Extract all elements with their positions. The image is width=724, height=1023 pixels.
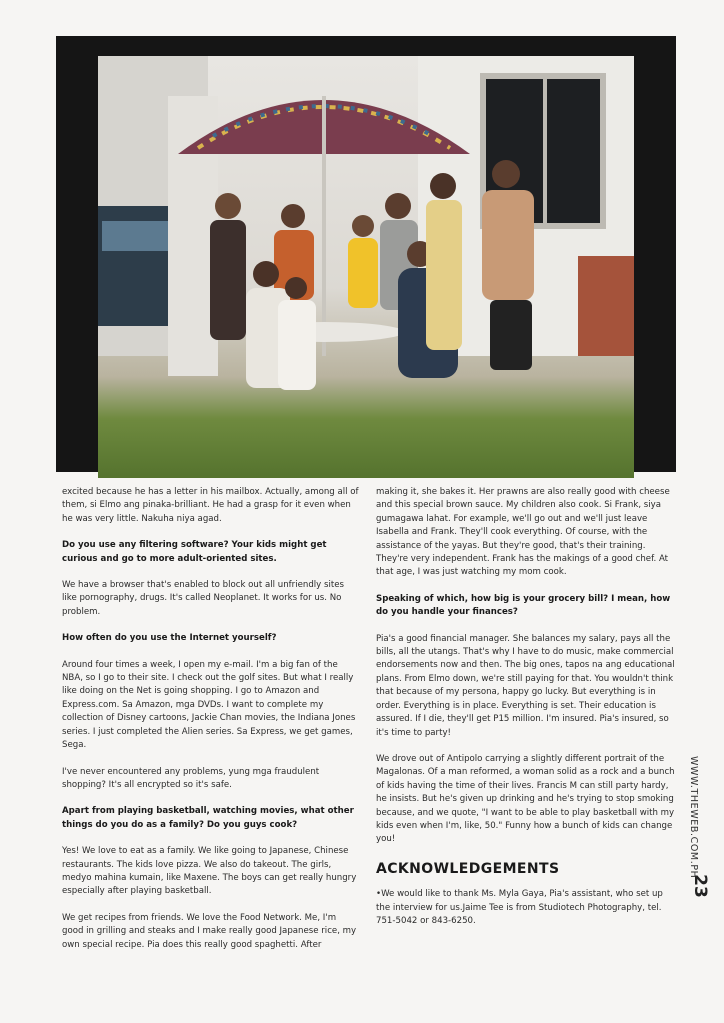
- left-column: [62, 486, 360, 965]
- question-paragraph: How often do you use the Internet yourself?: [62, 633, 277, 644]
- family-photo: [98, 56, 634, 478]
- answer-paragraph: excited because he has a letter in his mailbox. Actually, among all of them, si Elmo ang pinaka-brilliant. He had a grasp for it even when he was very little. Nakuha niya agad.: [62, 487, 359, 524]
- website-url: WWW.THEWEB.COM.PH: [688, 756, 699, 879]
- right-column: [376, 486, 678, 941]
- answer-paragraph: Yes! We love to eat as a family. We like going to Japanese, Chinese restaurants. The kids love pizza. We also do takeout. The girls, medyo mahina kumain, like Maxene. The boys can get really hungry especially after playing basketball.: [62, 846, 357, 897]
- question-paragraph: Apart from playing basketball, watching movies, what other things do you do as a family? Do you guys cook?: [62, 806, 354, 830]
- page-number: 23: [689, 874, 710, 898]
- acknowledgements-heading: ACKNOWLEDGEMENTS: [376, 860, 560, 877]
- photo-frame: [56, 36, 676, 472]
- answer-paragraph: Pia's a good financial manager. She balances my salary, pays all the bills, all the utangs. That's why I have to do music, make commercial endorsements now and then. The big ones, tapos na ang educational plans. From Elmo down, we're still paying for that. You wouldn't think that because of my persona, happy go lucky. But everything is in order. Everything is in place. Everything is set. Their education is assured. If I die, they'll get P15 million. I'm insured. Pia's insured, so it's time to party!: [376, 633, 675, 738]
- answer-paragraph: Around four times a week, I open my e-mail. I'm a big fan of the NBA, so I go to their site. I check out the golf sites. But what I really like doing on the Net is going shopping. I go to Amazon and Express.com. Sa Amazon, mga DVDs. I want to complete my collection of Disney cartoons, Jackie Chan movies, the Indiana Jones series. I just completed the Alien series. Sa Express, we get games, Sega.: [62, 659, 356, 751]
- answer-paragraph: We drove out of Antipolo carrying a slightly different portrait of the Magalonas. Of a man reformed, a woman solid as a rock and a bunch of kids having the time of their lives. Francis M can still party hardy, he insists. But he's given up drinking and he's trying to stop smoking because, and we quote, "I want to be able to play basketball with my kids even when I'm, like, 50." Funny how a bunch of kids can change you!: [376, 753, 675, 845]
- answer-paragraph: I've never encountered any problems, yung mga fraudulent shopping? It's all encrypted so it's safe.: [62, 766, 320, 790]
- question-paragraph: Speaking of which, how big is your grocery bill? I mean, how do you handle your finances?: [376, 593, 671, 618]
- acknowledgements-text: •We would like to thank Ms. Myla Gaya, Pia's assistant, who set up the interview for us.Jaime Tee is from Studiotech Photography, tel. 751-5042 or 843-6250.: [376, 889, 663, 926]
- question-paragraph: Do you use any filtering software? Your kids might get curious and go to more adult-oriented sites.: [62, 540, 327, 564]
- answer-paragraph: We have a browser that's enabled to block out all unfriendly sites like pornography, drugs. It's called Neoplanet. It works for us. No problem.: [62, 580, 344, 617]
- answer-paragraph: We get recipes from friends. We love the Food Network. Me, I'm good in grilling and steaks and I make really good Japanese rice, my own special recipe. Pia does this really good spaghetti. After: [62, 912, 357, 950]
- answer-paragraph: making it, she bakes it. Her prawns are also really good with cheese and this special brown sauce. My children also cook. Si Frank, siya gumagawa lahat. For example, we'll go out and we'll just leave Isabella and Frank. They'll cook everything. Of course, with the assistance of the yayas. But they're good, that's their training. They're very independent. Frank has the makings of a good chef. At that age, I was just watching my mom cook.: [376, 487, 670, 578]
